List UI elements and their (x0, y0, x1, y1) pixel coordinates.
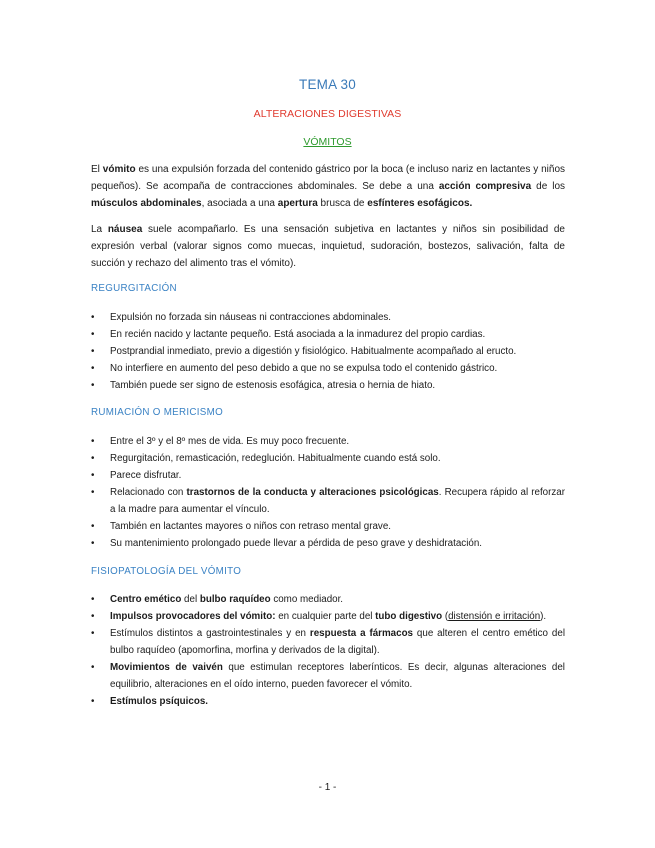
bullet-icon: • (91, 538, 95, 549)
text-run: Parece disfrutar. (110, 470, 182, 481)
bold-text: respuesta a fármacos (309, 628, 414, 639)
text-run: No interfiere en aumento del peso debido a que no se expulsa todo el contenido gástrico. (110, 363, 498, 374)
list-item (91, 467, 565, 484)
list-item (91, 377, 565, 394)
page-title: TEMA 30 (299, 77, 356, 92)
list-item (91, 450, 565, 467)
list-item (91, 343, 565, 360)
text-run: Su mantenimiento prolongado puede llevar a pérdida de peso grave y deshidratación. (110, 538, 482, 549)
text-run: de los (531, 181, 566, 192)
text-run: ). (540, 611, 547, 622)
bullet-icon: • (91, 346, 95, 357)
list-item (91, 360, 565, 377)
text-run: La (91, 224, 108, 235)
text-run: Regurgitación, remasticación, redeglución. Habitualmente cuando está solo. (110, 453, 441, 464)
bullet-icon: • (91, 611, 95, 622)
section-heading-rumiacion: RUMIACIÓN O MERICISMO (91, 407, 224, 418)
text-run: Expulsión no forzada sin náuseas ni contracciones abdominales. (110, 312, 392, 323)
bullet-icon: • (91, 594, 95, 605)
main-section-heading: VÓMITOS (303, 136, 352, 148)
text-run: del (181, 594, 200, 605)
text-run: que estimulan receptores laberínticos. Es decir, algunas alteraciones del equilibrio, alteraciones en el oído interno, pueden favorecer el vómito. (110, 662, 565, 690)
section-heading-fisiopatologia: FISIOPATOLOGÍA DEL VÓMITO (91, 566, 242, 577)
text-run: Entre el 3º y el 8º mes de vida. Es muy poco frecuente. (110, 436, 350, 447)
bullet-icon: • (91, 436, 95, 447)
text-run: que alteren el centro emético del bulbo raquídeo (apomorfina, morfina y derivados de la digital). (110, 628, 565, 656)
intro-paragraph-1 (91, 161, 565, 212)
bold-text: apertura (277, 198, 318, 209)
bold-text: trastornos de la conducta y alteraciones psicológicas (186, 487, 439, 498)
text-run: suele acompañarlo. Es una sensación subjetiva en lactantes y niños sin posibilidad de expresión verbal (valorar signos como muecas, inquietud, sudoración, bostezos, salivación, falta de succión y rechazo del alimento tras el vómito). (91, 224, 565, 269)
bullet-icon: • (91, 521, 95, 532)
bold-text: esfínteres esofágicos. (367, 198, 473, 209)
bold-text: náusea (107, 224, 143, 235)
page-number: - 1 - (318, 782, 337, 793)
text-run: El (91, 164, 103, 175)
bullet-list-fisiopatologia (91, 591, 565, 710)
bold-text: Movimientos de vaivén (110, 662, 223, 673)
bold-text: músculos abdominales (91, 198, 202, 209)
bold-text: Estímulos psíquicos. (110, 696, 208, 707)
page-subtitle: ALTERACIONES DIGESTIVAS (253, 108, 402, 120)
section-heading-regurgitacion: REGURGITACIÓN (91, 283, 177, 294)
text-run: ( (442, 611, 449, 622)
text-run: También en lactantes mayores o niños con retraso mental grave. (110, 521, 391, 532)
list-item (91, 326, 565, 343)
list-item (91, 518, 565, 535)
text-run: en cualquier parte del (275, 611, 376, 622)
bullet-icon: • (91, 662, 95, 673)
bullet-icon: • (91, 453, 95, 464)
text-run: También puede ser signo de estenosis esofágica, atresia o hernia de hiato. (110, 380, 436, 391)
bullet-icon: • (91, 380, 95, 391)
text-run: brusca de (317, 198, 368, 209)
bullet-icon: • (91, 487, 95, 498)
underlined-text: distensión e irritación (448, 611, 541, 622)
bullet-list-rumiacion (91, 433, 565, 552)
bullet-list-regurgitacion (91, 309, 565, 394)
list-item (91, 433, 565, 450)
text-run: Relacionado con (110, 487, 187, 498)
bold-text: Impulsos provocadores del vómito: (110, 611, 276, 622)
list-item (91, 591, 565, 608)
bold-text: tubo digestivo (375, 611, 443, 622)
list-item (91, 309, 565, 326)
list-item (91, 659, 565, 693)
text-run: como mediador. (270, 594, 344, 605)
list-item (91, 484, 565, 518)
list-item (91, 608, 565, 625)
list-item (91, 535, 565, 552)
bold-text: vómito (102, 164, 136, 175)
bullet-icon: • (91, 470, 95, 481)
text-run: es una expulsión forzada del contenido gástrico por la boca (e incluso nariz en lactantes y niños pequeños). Se acompaña de contracciones abdominales. Se debe a una (91, 164, 566, 192)
intro-paragraph-2 (91, 221, 565, 272)
text-run: Estímulos distintos a gastrointestinales y en (110, 628, 310, 639)
list-item (91, 693, 565, 710)
list-item (91, 625, 565, 659)
bullet-icon: • (91, 696, 95, 707)
bullet-icon: • (91, 312, 95, 323)
bold-text: acción compresiva (438, 181, 532, 192)
bold-text: Centro emético (110, 594, 182, 605)
bullet-icon: • (91, 329, 95, 340)
text-run: Postprandial inmediato, previo a digestión y fisiológico. Habitualmente acompañado al eructo. (110, 346, 517, 357)
bullet-icon: • (91, 628, 95, 639)
text-run: En recién nacido y lactante pequeño. Está asociada a la inmadurez del propio cardias. (110, 329, 486, 340)
bullet-icon: • (91, 363, 95, 374)
text-run: . Recupera rápido al reforzar a la madre para aumentar el vínculo. (110, 487, 566, 515)
bold-text: bulbo raquídeo (199, 594, 271, 605)
text-run: , asociada a una (201, 198, 278, 209)
